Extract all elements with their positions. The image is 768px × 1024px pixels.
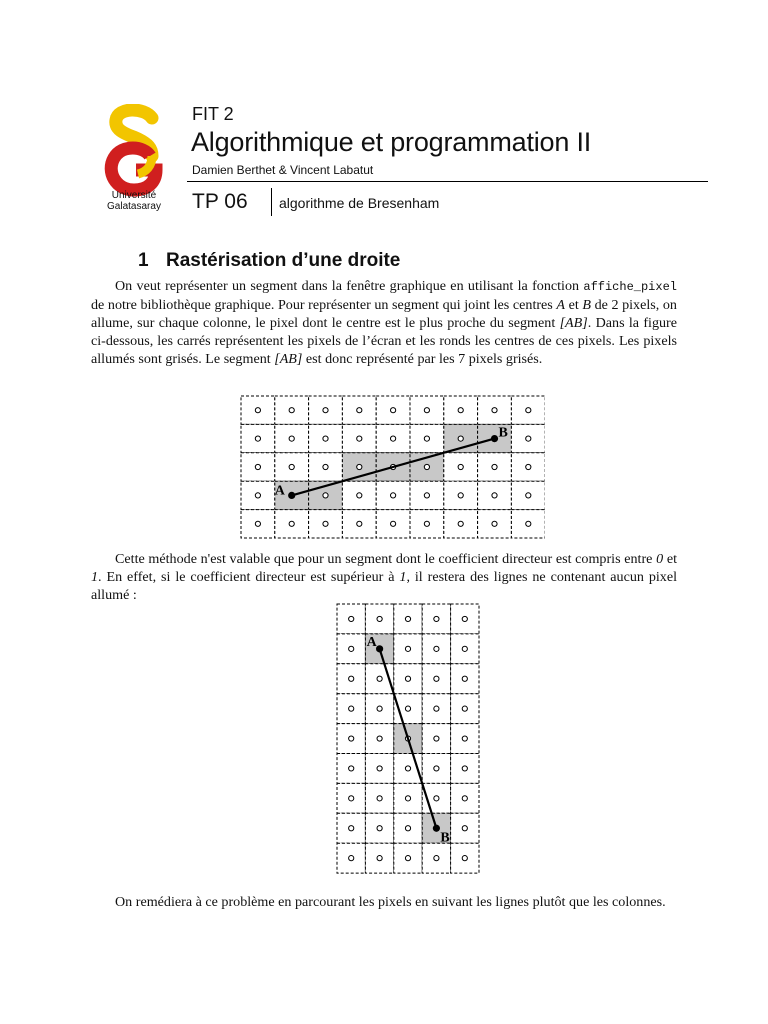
pixel-center bbox=[357, 493, 362, 498]
pixel-center bbox=[526, 521, 531, 526]
pixel-center bbox=[434, 766, 439, 771]
pixel-center bbox=[349, 646, 354, 651]
pixel-center bbox=[424, 436, 429, 441]
math-one: 1 bbox=[399, 569, 407, 585]
pixel-center bbox=[289, 464, 294, 469]
math-ab: [AB] bbox=[559, 315, 588, 331]
pixel-center bbox=[255, 408, 260, 413]
pixel-center bbox=[255, 464, 260, 469]
pixel-center bbox=[458, 436, 463, 441]
pixel-center bbox=[424, 521, 429, 526]
pixel-center bbox=[255, 493, 260, 498]
pixel-center bbox=[405, 766, 410, 771]
pixel-center bbox=[492, 521, 497, 526]
text-span: et bbox=[568, 297, 579, 313]
pixel-center bbox=[526, 436, 531, 441]
pixel-center bbox=[434, 856, 439, 861]
pixel-center bbox=[462, 646, 467, 651]
course-code: FIT 2 bbox=[192, 104, 234, 124]
pixel-center bbox=[349, 736, 354, 741]
pixel-center bbox=[289, 408, 294, 413]
label-b: B bbox=[440, 830, 450, 846]
point-b bbox=[433, 825, 440, 832]
pixel-center bbox=[349, 766, 354, 771]
section-number: 1 bbox=[138, 250, 149, 271]
pixel-center bbox=[405, 646, 410, 651]
text-span: , il restera des lignes ne contenant aucun pixel allumé : bbox=[91, 569, 678, 603]
pixel-center bbox=[349, 856, 354, 861]
pixel-center bbox=[323, 521, 328, 526]
pixel-center bbox=[405, 856, 410, 861]
pixel-center bbox=[462, 826, 467, 831]
section-heading bbox=[138, 250, 400, 272]
math-a: A bbox=[556, 297, 565, 313]
code-affiche-pixel: affiche_pixel bbox=[583, 280, 677, 294]
pixel-grid-figure-1 bbox=[240, 395, 545, 541]
paragraph-intro bbox=[91, 277, 677, 368]
pixel-center bbox=[377, 616, 382, 621]
pixel-center bbox=[462, 856, 467, 861]
pixel-center bbox=[405, 706, 410, 711]
pixel-center bbox=[349, 616, 354, 621]
paragraph-limitation bbox=[91, 550, 677, 604]
pixel-center bbox=[492, 493, 497, 498]
pixel-center bbox=[377, 856, 382, 861]
text-span: de notre bibliothèque graphique. Pour représenter un segment qui joint les centres bbox=[91, 297, 553, 313]
pixel-center bbox=[458, 408, 463, 413]
pixel-center bbox=[391, 408, 396, 413]
pixel-center bbox=[458, 493, 463, 498]
math-b: B bbox=[582, 297, 591, 313]
tp-number: TP 06 bbox=[192, 190, 248, 213]
pixel-center bbox=[434, 796, 439, 801]
pixel-center bbox=[462, 706, 467, 711]
pixel-center bbox=[462, 616, 467, 621]
label-a: A bbox=[274, 483, 285, 499]
pixel-center bbox=[349, 676, 354, 681]
pixel-center bbox=[424, 408, 429, 413]
pixel-center bbox=[323, 408, 328, 413]
pixel-center bbox=[405, 616, 410, 621]
pixel-center bbox=[462, 736, 467, 741]
pixel-center bbox=[289, 436, 294, 441]
label-b: B bbox=[498, 425, 508, 441]
point-a bbox=[376, 645, 383, 652]
pixel-center bbox=[357, 436, 362, 441]
pixel-center bbox=[424, 464, 429, 469]
text-span: est donc représenté par les 7 pixels grisés. bbox=[305, 351, 543, 367]
course-title: Algorithmique et programmation II bbox=[191, 127, 592, 157]
section-title-text: Rastérisation d’une droite bbox=[166, 250, 401, 271]
text-span: . En effet, si le coefficient directeur est supérieur à bbox=[98, 569, 395, 585]
pixel-center bbox=[323, 436, 328, 441]
pixel-center bbox=[357, 408, 362, 413]
pixel-grid-figure-2 bbox=[336, 603, 481, 875]
university-name-line2: Galatasaray bbox=[107, 201, 161, 212]
pixel-center bbox=[458, 464, 463, 469]
pixel-center bbox=[526, 408, 531, 413]
pixel-center bbox=[434, 616, 439, 621]
point-b bbox=[491, 435, 498, 442]
pixel-center bbox=[434, 706, 439, 711]
math-one: 1 bbox=[91, 569, 99, 585]
authors: Damien Berthet & Vincent Labatut bbox=[192, 163, 374, 177]
text-span: de 2 pixels, on allume, sur chaque colonne, le pixel dont le centre est le plus proche du segment bbox=[91, 297, 677, 331]
paragraph-remedy bbox=[91, 893, 677, 911]
tp-subject: algorithme de Bresenham bbox=[279, 195, 440, 211]
pixel-center bbox=[377, 796, 382, 801]
pixel-center bbox=[391, 493, 396, 498]
pixel-center bbox=[289, 521, 294, 526]
math-zero: 0 bbox=[656, 551, 664, 567]
pixel-center bbox=[377, 766, 382, 771]
pixel-center bbox=[492, 408, 497, 413]
header-divider bbox=[187, 181, 708, 182]
pixel-center bbox=[349, 706, 354, 711]
text-span: On remédiera à ce problème en parcourant les pixels en suivant les lignes plutôt que les colonnes. bbox=[115, 894, 666, 910]
pixel-center bbox=[462, 796, 467, 801]
label-a: A bbox=[366, 634, 377, 650]
pixel-center bbox=[424, 493, 429, 498]
pixel-center bbox=[357, 521, 362, 526]
math-ab: [AB] bbox=[274, 351, 303, 367]
pixel-center bbox=[357, 464, 362, 469]
pixel-center bbox=[405, 826, 410, 831]
pixel-center bbox=[462, 676, 467, 681]
pixel-center bbox=[391, 436, 396, 441]
pixel-center bbox=[391, 521, 396, 526]
pixel-center bbox=[434, 736, 439, 741]
text-span: Cette méthode n'est valable que pour un segment dont le coefficient directeur est compris entre bbox=[115, 551, 653, 567]
university-name-line1: Université bbox=[111, 190, 157, 201]
pixel-center bbox=[255, 521, 260, 526]
pixel-center bbox=[377, 706, 382, 711]
pixel-center bbox=[434, 646, 439, 651]
pixel-center bbox=[323, 464, 328, 469]
pixel-center bbox=[255, 436, 260, 441]
pixel-center bbox=[405, 676, 410, 681]
pixel-center bbox=[349, 826, 354, 831]
pixel-center bbox=[526, 493, 531, 498]
pixel-center bbox=[377, 676, 382, 681]
text-span: et bbox=[666, 551, 678, 567]
point-a bbox=[288, 492, 295, 499]
pixel-center bbox=[526, 464, 531, 469]
pixel-center bbox=[434, 676, 439, 681]
pixel-center bbox=[349, 796, 354, 801]
pixel-center bbox=[405, 796, 410, 801]
pixel-center bbox=[377, 736, 382, 741]
text-span: . Dans la figure ci-dessous, les carrés représentent les pixels de l’écran et les ronds les centres de ces pixels. Les pixels allumés sont grisés. Le segment bbox=[91, 315, 677, 367]
pixel-center bbox=[492, 464, 497, 469]
text-span: On veut représenter un segment dans la fenêtre graphique en utilisant la fonction bbox=[115, 278, 580, 294]
pixel-center bbox=[462, 766, 467, 771]
pixel-center bbox=[323, 493, 328, 498]
university-name bbox=[76, 190, 192, 212]
pixel-center bbox=[458, 521, 463, 526]
pixel-center bbox=[377, 826, 382, 831]
tp-separator bbox=[271, 188, 272, 216]
